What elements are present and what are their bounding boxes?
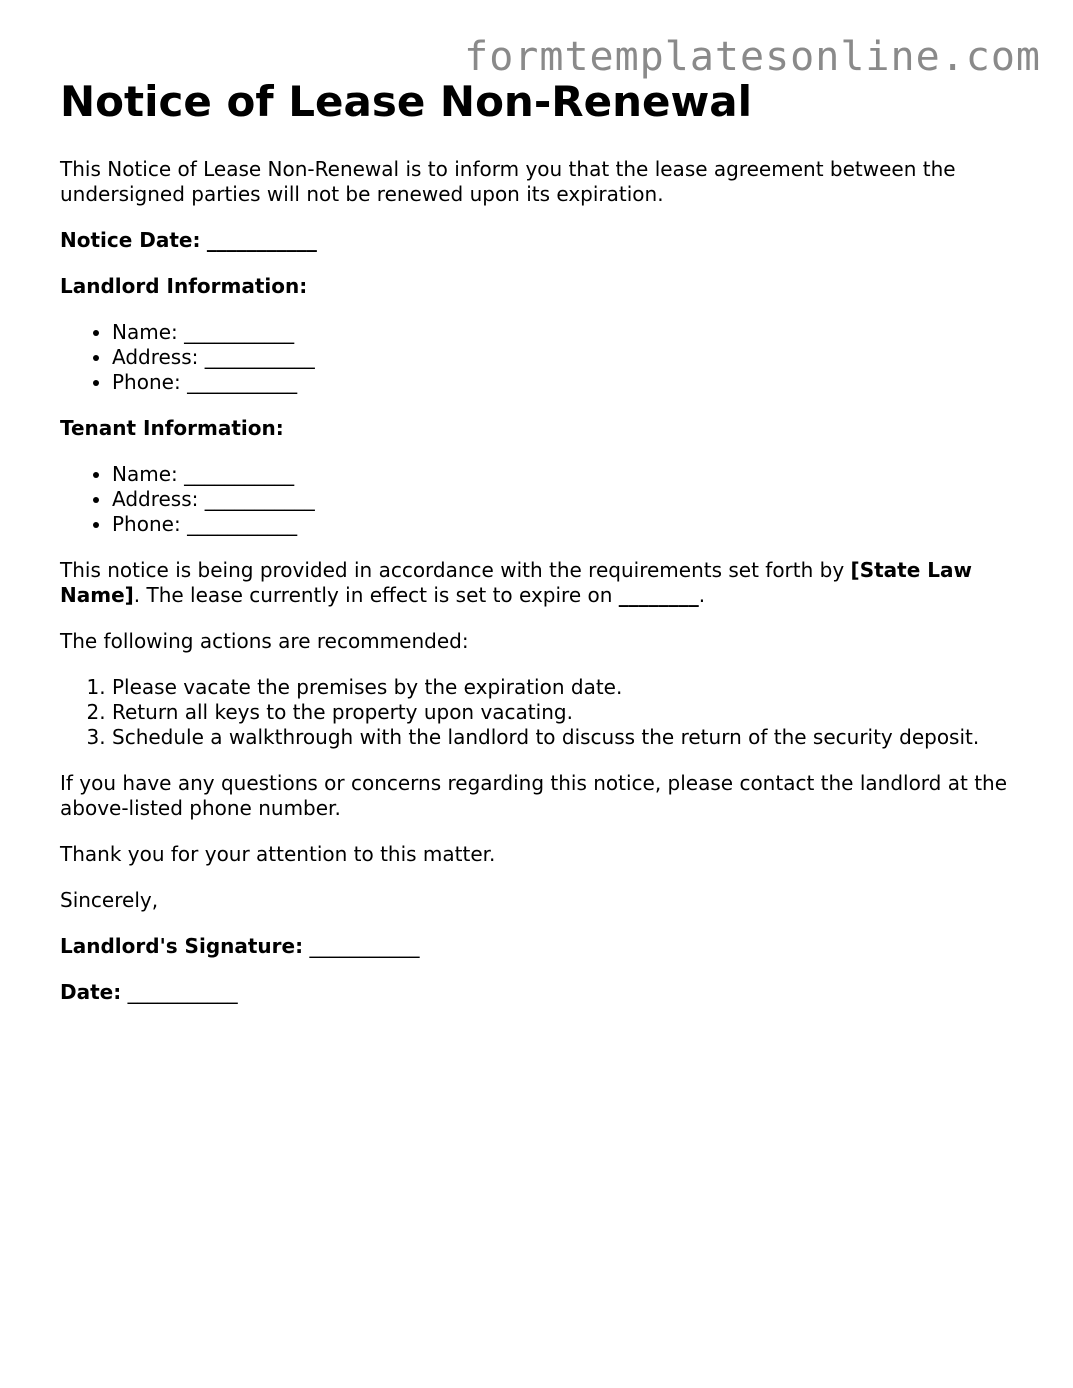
accordance-text-middle: . The lease currently in effect is set to expire on — [133, 583, 619, 607]
list-item — [112, 512, 1030, 537]
tenant-address-label: Address: — [112, 487, 199, 511]
date-blank[interactable]: ___________ — [127, 980, 238, 1004]
tenant-info-list — [60, 462, 1030, 537]
document-title: Notice of Lease Non-Renewal — [60, 77, 753, 126]
actions-list — [60, 675, 1030, 750]
document-page — [60, 78, 1030, 1026]
notice-date-label: Notice Date: — [60, 228, 201, 252]
landlord-phone-label: Phone: — [112, 370, 181, 394]
notice-date-blank[interactable]: ___________ — [206, 228, 317, 252]
actions-intro: The following actions are recommended: — [60, 629, 469, 653]
notice-date-line — [60, 228, 1030, 253]
closing-line: Sincerely, — [60, 888, 159, 912]
list-item — [112, 487, 1030, 512]
list-item: 1. Please vacate the premises by the expiration date. — [112, 675, 1030, 700]
landlord-address-blank[interactable]: ___________ — [204, 345, 315, 369]
list-item — [112, 320, 1030, 345]
landlord-info-list — [60, 320, 1030, 395]
tenant-phone-label: Phone: — [112, 512, 181, 536]
tenant-address-blank[interactable]: ___________ — [204, 487, 315, 511]
tenant-phone-blank[interactable]: ___________ — [187, 512, 298, 536]
signature-label: Landlord's Signature: — [60, 934, 304, 958]
date-label: Date: — [60, 980, 122, 1004]
landlord-heading: Landlord Information: — [60, 274, 308, 298]
tenant-name-blank[interactable]: ___________ — [184, 462, 295, 486]
list-item — [112, 370, 1030, 395]
accordance-text-after: . — [698, 583, 706, 607]
thanks-paragraph: Thank you for your attention to this matter. — [60, 842, 496, 866]
accordance-text-before: This notice is being provided in accordance with the requirements set forth by — [60, 558, 851, 582]
list-item: 3. Schedule a walkthrough with the landlord to discuss the return of the security deposit. — [112, 725, 1030, 750]
landlord-phone-blank[interactable]: ___________ — [187, 370, 298, 394]
landlord-address-label: Address: — [112, 345, 199, 369]
accordance-paragraph — [60, 558, 1030, 608]
questions-paragraph: If you have any questions or concerns regarding this notice, please contact the landlord at the above-listed phone number. — [60, 771, 1008, 820]
list-item: 2. Return all keys to the property upon vacating. — [112, 700, 1030, 725]
landlord-name-blank[interactable]: ___________ — [184, 320, 295, 344]
tenant-heading: Tenant Information: — [60, 416, 284, 440]
expiration-date-blank[interactable]: ________ — [618, 583, 699, 607]
watermark-text: formtemplatesonline.com — [464, 34, 1041, 80]
signature-line — [60, 934, 1030, 959]
list-item — [112, 462, 1030, 487]
signature-blank[interactable]: ___________ — [309, 934, 420, 958]
date-line — [60, 980, 1030, 1005]
landlord-name-label: Name: — [112, 320, 178, 344]
state-law-placeholder: [State Law Name] — [60, 558, 972, 607]
intro-paragraph: This Notice of Lease Non-Renewal is to inform you that the lease agreement between the undersigned parties will not be renewed upon its expiration. — [60, 157, 956, 206]
list-item — [112, 345, 1030, 370]
tenant-name-label: Name: — [112, 462, 178, 486]
